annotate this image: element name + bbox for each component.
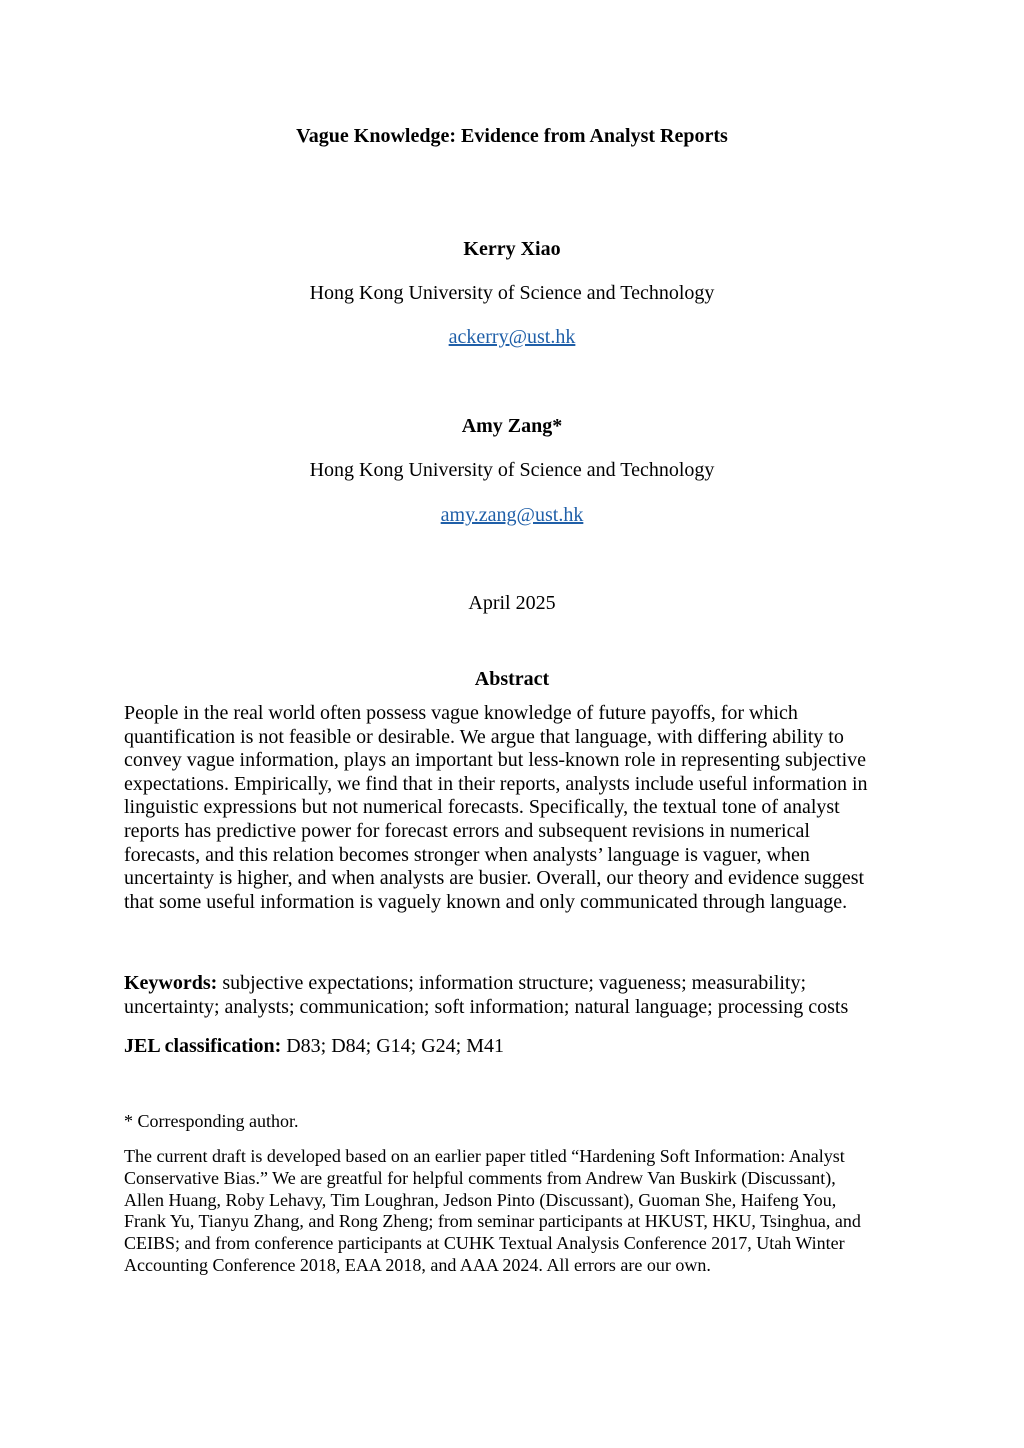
abstract-line: People in the real world often possess vague knowledge of future payoffs, for which <box>124 702 798 724</box>
abstract-heading: Abstract <box>474 668 550 690</box>
abstract-line: quantification is not feasible or desirable. We argue that language, with differing ability to <box>124 725 844 748</box>
jel-label: JEL classification: <box>124 1035 282 1057</box>
abstract-line: convey vague information, plays an important but less-known role in representing subjective <box>124 749 867 772</box>
author-affiliation-1: Hong Kong University of Science and Technology <box>309 282 715 304</box>
corresponding-author-note: * Corresponding author. <box>124 1111 299 1131</box>
abstract-line: that some useful information is vaguely known and only communicated through language. <box>124 890 848 913</box>
jel-codes: D83; D84; G14; G24; M41 <box>281 1035 505 1057</box>
jel-block <box>124 1035 900 1059</box>
acknowledgment-line: CEIBS; and from conference participants at CUHK Textual Analysis Conference 2017, Utah Winter <box>124 1233 845 1254</box>
abstract-line: uncertainty is higher, and when analysts are busier. Overall, our theory and evidence suggest <box>124 867 865 890</box>
acknowledgment-line: Accounting Conference 2018, EAA 2018, and AAA 2024. All errors are our own. <box>124 1254 711 1275</box>
acknowledgment-line: The current draft is developed based on an earlier paper titled “Hardening Soft Information: Analyst <box>124 1146 845 1166</box>
acknowledgment-line: Conservative Bias.” We are greatful for helpful comments from Andrew Van Buskirk (Discussant), <box>124 1167 836 1188</box>
acknowledgment-note <box>124 1146 914 1277</box>
abstract-line: reports has predictive power for forecast errors and subsequent revisions in numerical <box>124 819 810 842</box>
keywords-line-1 <box>124 972 900 996</box>
keywords-text-1: subjective expectations; information structure; vagueness; measurability; <box>217 972 807 994</box>
author-name-1: Kerry Xiao <box>463 238 561 260</box>
keywords-line-2: uncertainty; analysts; communication; soft information; natural language; processing costs <box>124 995 849 1018</box>
author-email-link-2[interactable]: amy.zang@ust.hk <box>440 504 584 526</box>
acknowledgment-line: Frank Yu, Tianyu Zhang, and Rong Zheng; from seminar participants at HKUST, HKU, Tsinghua, and <box>124 1211 861 1232</box>
author-email-2 <box>0 503 1024 527</box>
keywords-label: Keywords: <box>124 972 218 994</box>
keywords-block <box>124 972 900 1019</box>
author-email-link-1[interactable]: ackerry@ust.hk <box>448 326 576 348</box>
jel-line <box>124 1035 900 1059</box>
abstract-line: forecasts, and this relation becomes stronger when analysts’ language is vaguer, when <box>124 843 810 866</box>
paper-title: Vague Knowledge: Evidence from Analyst Reports <box>296 125 728 147</box>
abstract-line: expectations. Empirically, we find that in their reports, analysts include useful information in <box>124 772 868 795</box>
author-affiliation-2: Hong Kong University of Science and Technology <box>309 459 715 481</box>
author-email-1 <box>0 325 1024 349</box>
paper-date: April 2025 <box>468 592 556 614</box>
abstract-body <box>124 702 900 914</box>
author-name-2: Amy Zang* <box>461 415 563 437</box>
abstract-line: linguistic expressions but not numerical forecasts. Specifically, the textual tone of analyst <box>124 796 840 819</box>
acknowledgment-line: Allen Huang, Roby Lehavy, Tim Loughran, Jedson Pinto (Discussant), Guoman She, Haifeng You, <box>124 1189 837 1210</box>
